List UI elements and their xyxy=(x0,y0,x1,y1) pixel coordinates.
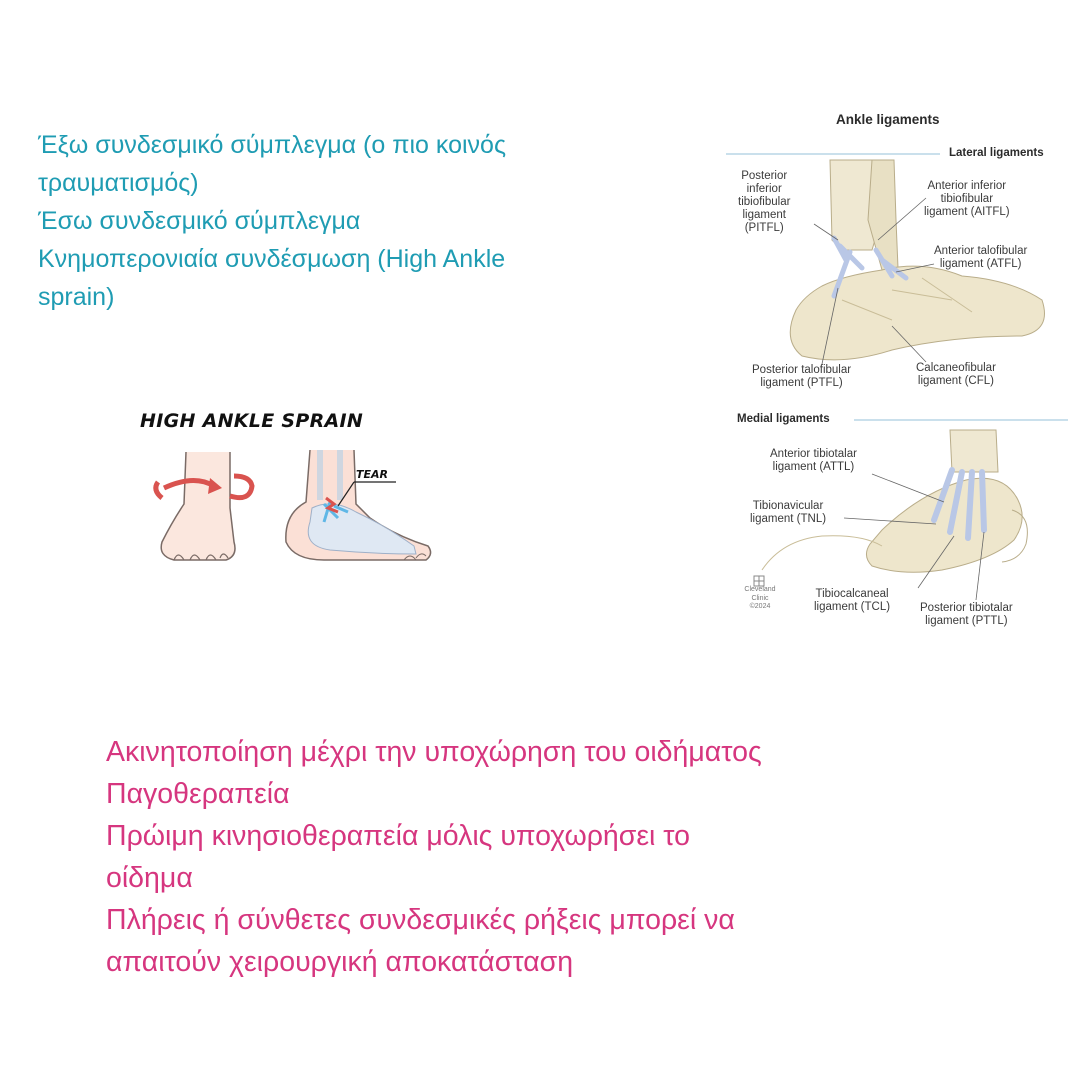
ligament-types-list xyxy=(38,126,638,316)
cfl-label: Calcaneofibular ligament (CFL) xyxy=(916,362,996,387)
list-line: τραυματισμός) xyxy=(38,169,199,197)
high-ankle-sprain-figure xyxy=(134,404,438,568)
tcl-label: Tibiocalcaneal ligament (TCL) xyxy=(814,588,891,613)
list-line: Έσω συνδεσμικό σύμπλεγμα xyxy=(38,207,361,235)
tnl-label: Tibionavicular ligament (TNL) xyxy=(750,500,827,525)
list-line: οίδημα xyxy=(106,862,193,894)
medial-heading: Medial ligaments xyxy=(734,413,833,425)
attl-label: Anterior tibiotalar ligament (ATTL) xyxy=(770,448,857,473)
list-line: Κνημοπερονιαία συνδέσμωση (High Ankle xyxy=(38,245,506,273)
list-line: Πρώιμη κινησιοθεραπεία μόλις υποχωρήσει το xyxy=(106,820,691,852)
figure-title: Ankle ligaments xyxy=(836,112,940,127)
list-line: Ακινητοποίηση μέχρι την υποχώρηση του οιδήματος xyxy=(106,736,762,768)
list-line: Πλήρεις ή σύνθετες συνδεσμικές ρήξεις μπορεί να xyxy=(106,904,735,936)
sprain-illustration xyxy=(134,442,438,568)
ankle-ligaments-figure xyxy=(722,100,1074,640)
aitfl-label: Anterior inferior tibiofibular ligament (AITFL) xyxy=(924,180,1010,218)
list-line: Παγοθεραπεία xyxy=(106,778,290,810)
treatment-list xyxy=(106,731,926,983)
figure-title: HIGH ANKLE SPRAIN xyxy=(140,410,364,432)
pitfl-label: Posterior inferior tibiofibular ligament (PITFL) xyxy=(738,170,791,234)
tear-label: TEAR xyxy=(356,468,389,481)
pttl-label: Posterior tibiotalar ligament (PTTL) xyxy=(920,602,1013,627)
atfl-label: Anterior talofibular ligament (ATFL) xyxy=(934,245,1028,270)
lateral-heading: Lateral ligaments xyxy=(946,147,1047,159)
list-line: sprain) xyxy=(38,283,115,311)
ptfl-label: Posterior talofibular ligament (PTFL) xyxy=(752,364,852,389)
figure-credit: Cleveland Clinic ©2024 xyxy=(744,586,776,610)
list-line: Έξω συνδεσμικό σύμπλεγμα (ο πιο κοινός xyxy=(38,131,506,159)
list-line: απαιτούν χειρουργική αποκατάσταση xyxy=(106,946,574,978)
